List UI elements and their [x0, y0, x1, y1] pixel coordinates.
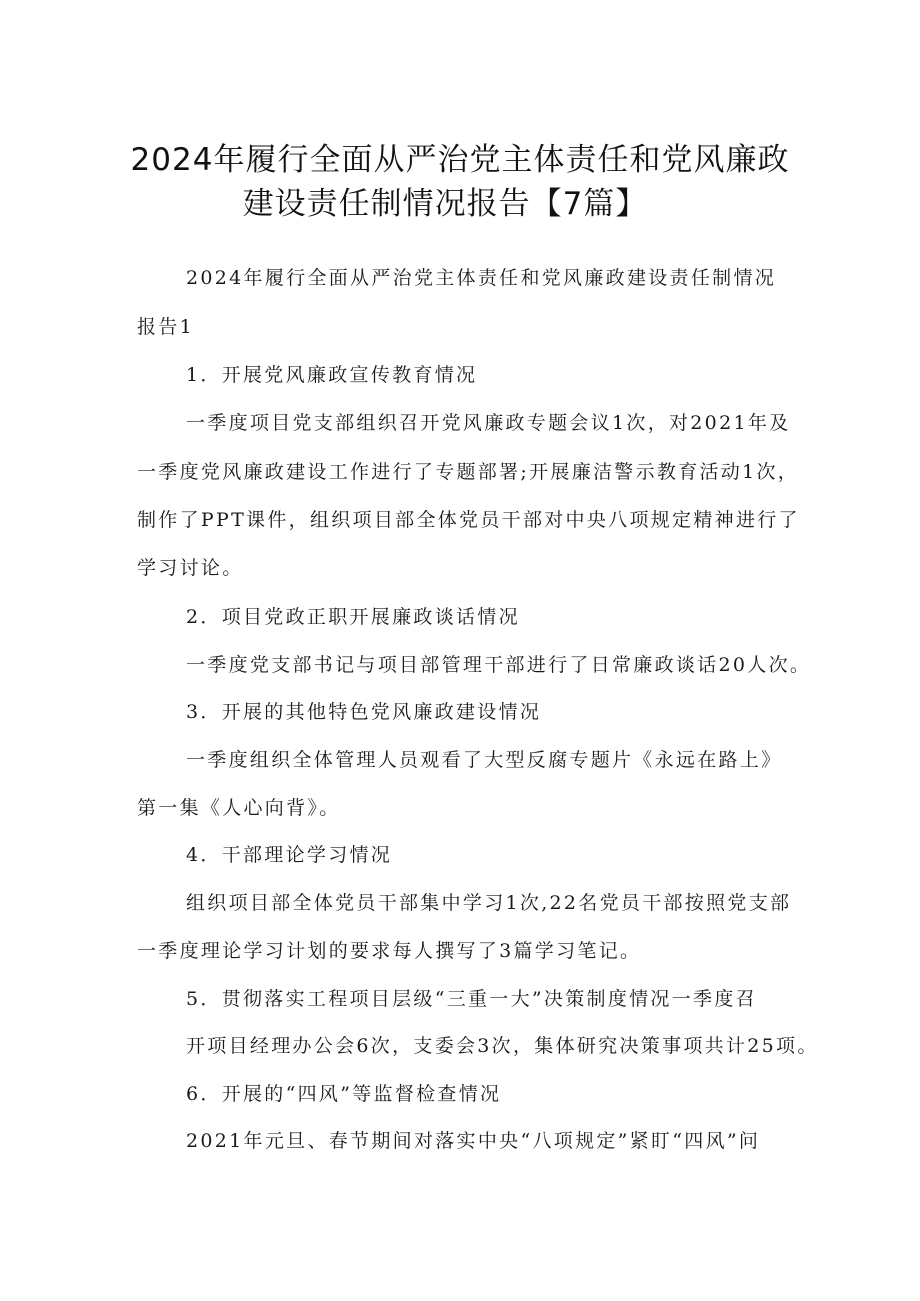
paragraph-line: 制作了PPT课件，组织项目部全体党员干部对中央八项规定精神进行了 — [137, 509, 800, 531]
paragraph-line: 一季度党风廉政建设工作进行了专题部署;开展廉洁警示教育活动1次， — [137, 461, 800, 483]
paragraph-line: 学习讨论。 — [137, 557, 244, 579]
paragraph-line: 开项目经理办公会6次，支委会3次，集体研究决策事项共计25项。 — [186, 1035, 819, 1057]
paragraph-line: 一季度项目党支部组织召开党风廉政专题会议1次，对2021年及 — [186, 412, 791, 434]
paragraph-line: 2024年履行全面从严治党主体责任和党风廉政建设责任制情况 — [186, 267, 777, 289]
paragraph-line: 一季度党支部书记与项目部管理干部进行了日常廉政谈话20人次。 — [186, 654, 812, 676]
section-heading: 5．贯彻落实工程项目层级“三重一大”决策制度情况一季度召 — [186, 988, 757, 1010]
document-title-line-2: 建设责任制情况报告【7篇】 — [242, 186, 648, 222]
paragraph-line: 2021年元旦、春节期间对落实中央“八项规定”紧盯“四风”问 — [186, 1130, 761, 1152]
paragraph-line: 第一集《人心向背》。 — [137, 797, 341, 819]
section-heading: 4．干部理论学习情况 — [186, 844, 393, 866]
section-heading: 6．开展的“四风”等监督检查情况 — [186, 1083, 502, 1105]
paragraph-line: 一季度理论学习计划的要求每人撰写了3篇学习笔记。 — [137, 940, 642, 962]
section-heading: 3．开展的其他特色党风廉政建设情况 — [186, 701, 542, 723]
document-title-line-1: 2024年履行全面从严治党主体责任和党风廉政 — [130, 142, 790, 178]
paragraph-line: 报告1 — [137, 316, 194, 338]
paragraph-line: 组织项目部全体党员干部集中学习1次,22名党员干部按照党支部 — [186, 892, 792, 914]
section-heading: 2．项目党政正职开展廉政谈话情况 — [186, 606, 520, 628]
paragraph-line: 一季度组织全体管理人员观看了大型反腐专题片《永远在路上》 — [186, 749, 783, 771]
section-heading: 1．开展党风廉政宣传教育情况 — [186, 364, 478, 386]
